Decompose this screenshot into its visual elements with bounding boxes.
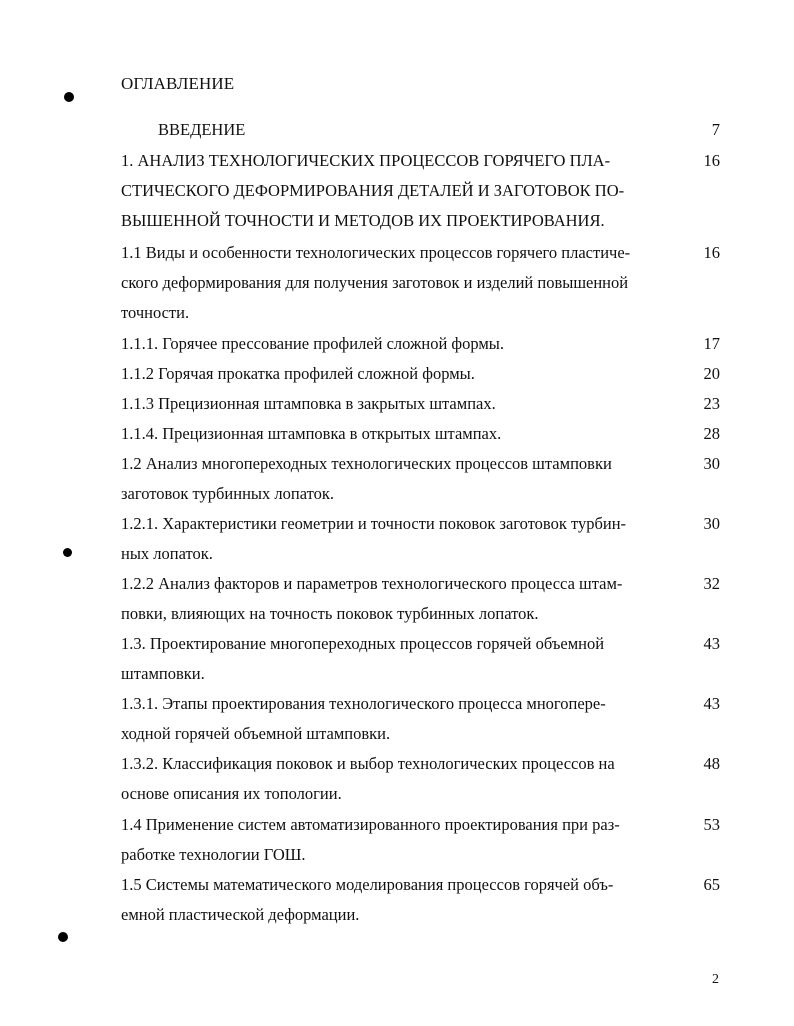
toc-entry-introduction-page: 7 — [711, 120, 720, 139]
toc-entry-1-3-2-line-2: основе описания их топологии. — [121, 784, 342, 803]
binder-hole-mark-middle — [63, 548, 72, 557]
toc-entry-1-3-1-line-1: 1.3.1. Этапы проектирования технологического процесса многопере- — [121, 694, 606, 713]
toc-entry-1-3-1-line-2: ходной горячей объемной штамповки. — [121, 724, 391, 743]
toc-entry-1-4-line-1: 1.4 Применение систем автоматизированного проектирования при раз- — [121, 815, 620, 834]
toc-entry-1-1-line-1: 1.1 Виды и особенности технологических процессов горячего пластиче- — [121, 243, 631, 262]
toc-entry-1-2-2-line-2: повки, влияющих на точность поковок турбинных лопаток. — [121, 604, 539, 623]
toc-entry-1-1-1: 1.1.1. Горячее прессование профилей сложной формы. — [121, 334, 505, 353]
toc-entry-1-5-page: 65 — [703, 875, 720, 894]
toc-entry-chapter-1-line-1: 1. АНАЛИЗ ТЕХНОЛОГИЧЕСКИХ ПРОЦЕССОВ ГОРЯЧЕГО ПЛА- — [121, 151, 611, 170]
toc-entry-1-1-3-page: 23 — [703, 394, 720, 413]
toc-entry-1-4-page: 53 — [703, 815, 720, 834]
toc-entry-1-2-2-line-1: 1.2.2 Анализ факторов и параметров технологического процесса штам- — [121, 574, 623, 593]
toc-entry-1-1-1-page: 17 — [703, 334, 720, 353]
toc-entry-1-1-2: 1.1.2 Горячая прокатка профилей сложной формы. — [121, 364, 475, 383]
binder-hole-mark-bottom — [58, 932, 68, 942]
toc-entry-introduction: ВВЕДЕНИЕ — [158, 120, 246, 139]
toc-entry-1-2-line-2: заготовок турбинных лопаток. — [121, 484, 334, 503]
toc-entry-1-2-1-line-2: ных лопаток. — [121, 544, 213, 563]
toc-entry-1-5-line-1: 1.5 Системы математического моделирования процессов горячей объ- — [121, 875, 614, 894]
toc-entry-1-1-2-page: 20 — [703, 364, 720, 383]
footer-page-number: 2 — [712, 972, 719, 987]
page-title: ОГЛАВЛЕНИЕ — [121, 74, 235, 93]
binder-hole-mark-top — [64, 92, 74, 102]
toc-entry-1-1-line-3: точности. — [121, 303, 190, 322]
toc-entry-1-3-1-page: 43 — [703, 694, 720, 713]
toc-entry-1-2-page: 30 — [703, 454, 720, 473]
toc-entry-1-1-line-2: ского деформирования для получения заготовок и изделий повышенной — [121, 273, 629, 292]
toc-entry-chapter-1-line-2: СТИЧЕСКОГО ДЕФОРМИРОВАНИЯ ДЕТАЛЕЙ И ЗАГОТОВОК ПО- — [121, 181, 625, 200]
toc-entry-1-3-2-page: 48 — [703, 754, 720, 773]
toc-entry-1-5-line-2: емной пластической деформации. — [121, 905, 360, 924]
toc-entry-1-3-line-2: штамповки. — [121, 664, 205, 683]
toc-entry-1-1-3: 1.1.3 Прецизионная штамповка в закрытых штампах. — [121, 394, 496, 413]
toc-entry-1-2-2-page: 32 — [703, 574, 720, 593]
toc-entry-1-2-line-1: 1.2 Анализ многопереходных технологических процессов штамповки — [121, 454, 612, 473]
toc-entry-1-1-page: 16 — [703, 243, 720, 262]
toc-entry-1-1-4: 1.1.4. Прецизионная штамповка в открытых штампах. — [121, 424, 502, 443]
toc-entry-1-3-line-1: 1.3. Проектирование многопереходных процессов горячей объемной — [121, 634, 605, 653]
toc-entry-1-3-page: 43 — [703, 634, 720, 653]
toc-entry-chapter-1-line-3: ВЫШЕННОЙ ТОЧНОСТИ И МЕТОДОВ ИХ ПРОЕКТИРОВАНИЯ. — [121, 211, 605, 230]
toc-entry-1-4-line-2: работке технологии ГОШ. — [121, 845, 306, 864]
toc-entry-chapter-1-page: 16 — [703, 151, 720, 170]
toc-entry-1-1-4-page: 28 — [703, 424, 720, 443]
toc-entry-1-2-1-line-1: 1.2.1. Характеристики геометрии и точности поковок заготовок турбин- — [121, 514, 627, 533]
toc-entry-1-2-1-page: 30 — [703, 514, 720, 533]
toc-entry-1-3-2-line-1: 1.3.2. Классификация поковок и выбор технологических процессов на — [121, 754, 615, 773]
